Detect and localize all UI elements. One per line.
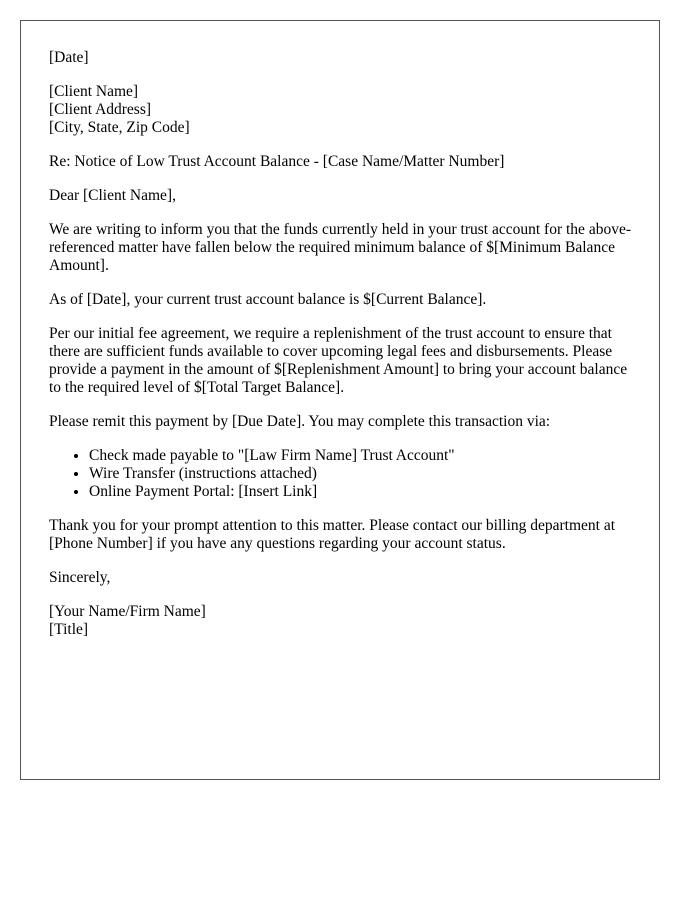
replenish-paragraph: Per our initial fee agreement, we require a replenishment of the trust account to ensure that there are sufficient funds available to cover upcoming legal fees and disbursements. Please provide a payment in the amount of $[Replenishment Amount] to bring your account balance to the required level of $[Total Target Balance].: [49, 325, 628, 396]
subject-line: Re: Notice of Low Trust Account Balance - [Case Name/Matter Number]: [49, 153, 505, 170]
payment-method-online: • Online Payment Portal: [Insert Link]: [89, 483, 639, 501]
salutation: Dear [Client Name],: [49, 187, 176, 204]
recipient-address: [Client Address]: [49, 101, 152, 118]
thanks-paragraph: Thank you for your prompt attention to this matter. Please contact our billing department at [Phone Number] if you have any questions regarding your account status.: [49, 517, 616, 552]
letter-date: [Date]: [49, 49, 89, 66]
recipient-name: [Client Name]: [49, 83, 139, 100]
signature-block: [49, 603, 639, 639]
remit-paragraph: Please remit this payment by [Due Date]. You may complete this transaction via:: [49, 413, 551, 430]
payment-methods-list: [49, 447, 639, 501]
letter-body: [49, 49, 639, 655]
signature-title: [Title]: [49, 621, 89, 638]
payment-method-check: • Check made payable to "[Law Firm Name] Trust Account": [89, 447, 639, 465]
payment-method-wire: • Wire Transfer (instructions attached): [89, 465, 639, 483]
recipient-city-state-zip: [City, State, Zip Code]: [49, 119, 190, 136]
balance-paragraph: As of [Date], your current trust account balance is $[Current Balance].: [49, 291, 487, 308]
signature-name: [Your Name/Firm Name]: [49, 603, 206, 620]
letter-page: [20, 20, 660, 780]
recipient-block: [49, 83, 639, 137]
closing: Sincerely,: [49, 569, 111, 586]
intro-paragraph: We are writing to inform you that the funds currently held in your trust account for the above-referenced matter have fallen below the required minimum balance of $[Minimum Balance Amount].: [49, 221, 631, 274]
